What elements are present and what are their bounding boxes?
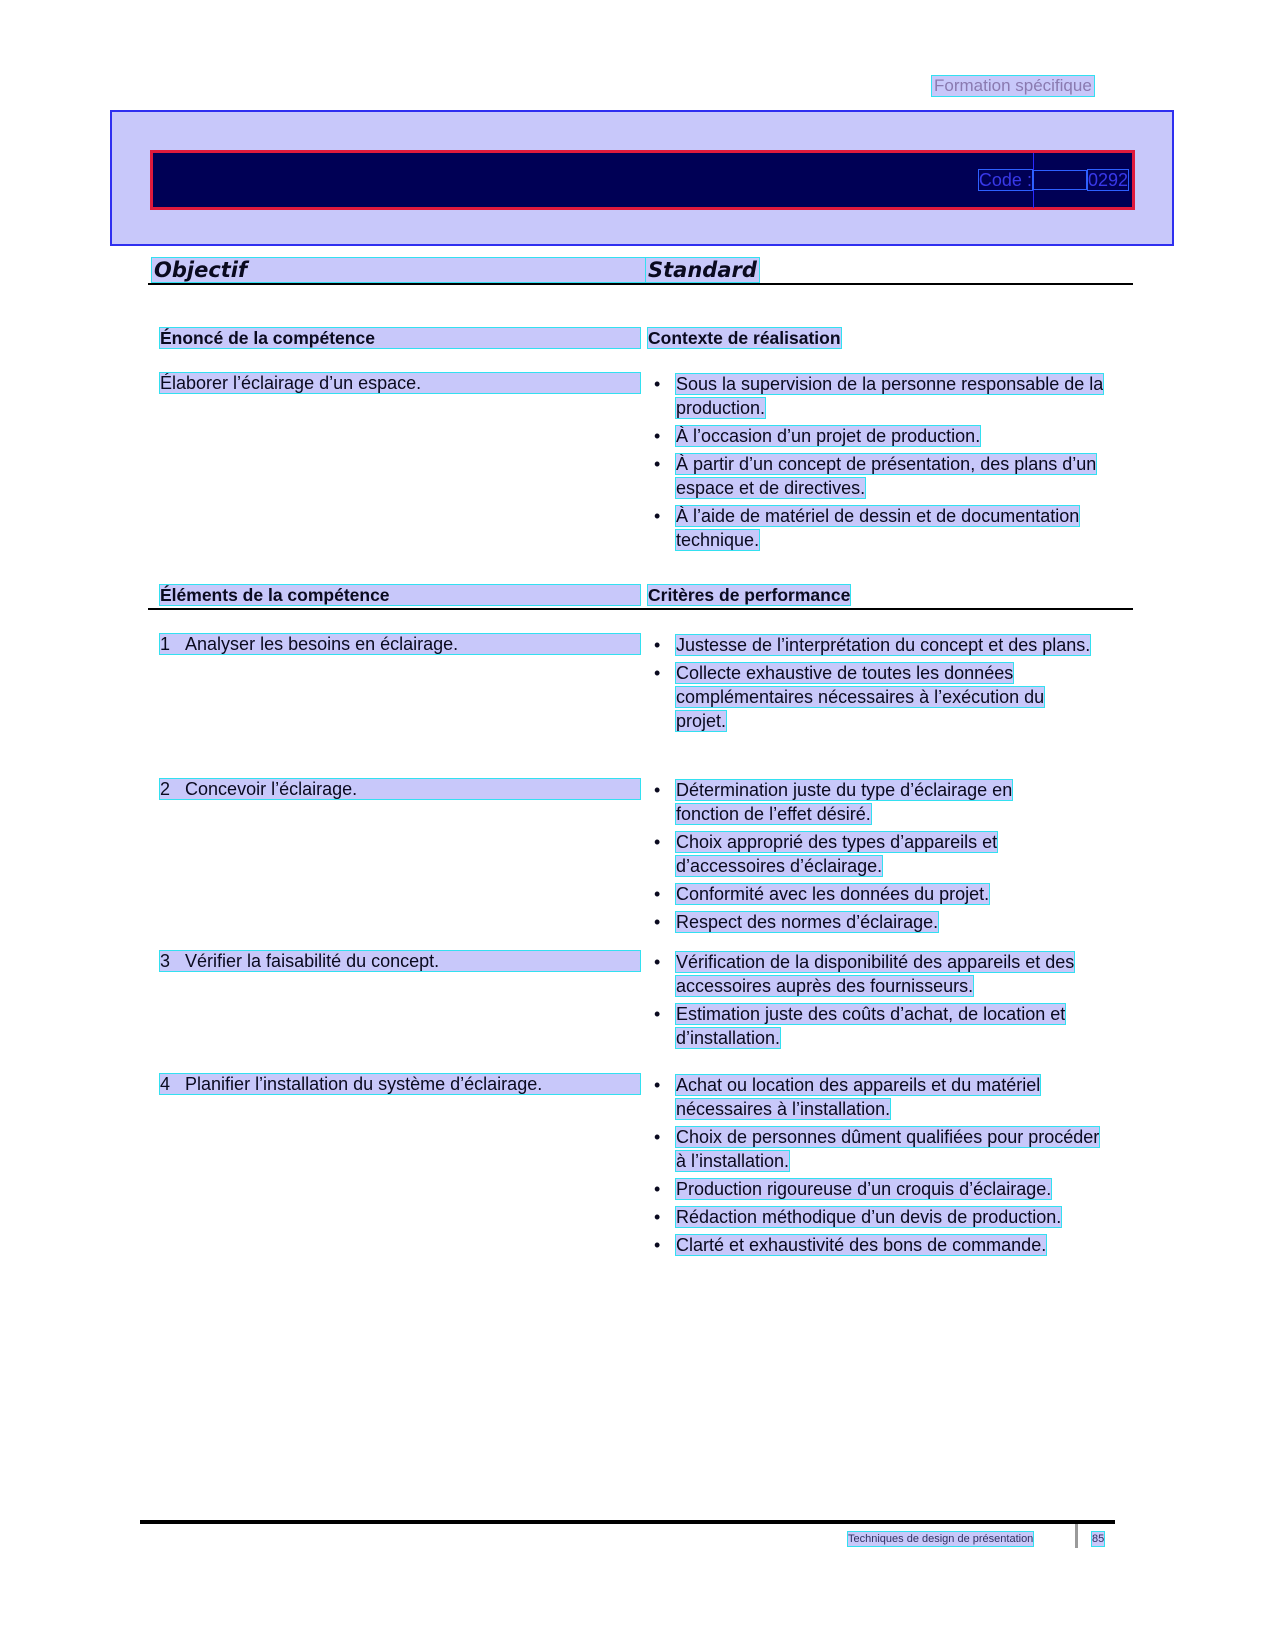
list-item: • Vérification de la disponibilité des appareils et des accessoires auprès des fournisseurs. xyxy=(654,952,1075,996)
list-item: • Sous la supervision de la personne responsable de la production. xyxy=(654,374,1104,418)
list-item: • Achat ou location des appareils et du matériel nécessaires à l’installation. xyxy=(654,1075,1041,1119)
code-bar xyxy=(150,150,1135,210)
list-item: • Justesse de l’interprétation du concept et des plans. xyxy=(654,635,1091,655)
criteria-list-2 xyxy=(654,778,1074,938)
elements-rule xyxy=(148,608,1133,610)
list-item: • Respect des normes d’éclairage. xyxy=(654,912,939,932)
criteria-list-3 xyxy=(654,950,1099,1054)
element-4: 4 Planifier l’installation du système d’éclairage. xyxy=(160,1074,640,1094)
criteres-heading: Critères de performance xyxy=(648,585,851,605)
element-3: 3 Vérifier la faisabilité du concept. xyxy=(160,951,640,971)
list-item: • À l’aide de matériel de dessin et de documentation technique. xyxy=(654,506,1080,550)
list-item: • Collecte exhaustive de toutes les données complémentaires nécessaires à l’exécution du projet. xyxy=(654,663,1045,731)
list-item: • Choix approprié des types d’appareils et d’accessoires d’éclairage. xyxy=(654,832,998,876)
formation-label: Formation spécifique xyxy=(934,76,1092,95)
footer-program: Techniques de design de présentation xyxy=(848,1533,1034,1545)
title-banner xyxy=(110,110,1174,246)
contexte-heading: Contexte de réalisation xyxy=(648,328,841,348)
contexte-list xyxy=(654,372,1114,556)
element-1: 1 Analyser les besoins en éclairage. xyxy=(160,634,640,654)
enonce-heading: Énoncé de la compétence xyxy=(160,328,640,348)
footer-rule xyxy=(140,1520,1115,1524)
header-rule xyxy=(148,283,1133,285)
objectif-heading: Objectif xyxy=(152,258,646,282)
footer-divider xyxy=(1075,1524,1078,1548)
list-item: • Choix de personnes dûment qualifiées pour procéder à l’installation. xyxy=(654,1127,1100,1171)
standard-heading: Standard xyxy=(648,258,757,282)
element-2: 2 Concevoir l’éclairage. xyxy=(160,779,640,799)
list-item: • Conformité avec les données du projet. xyxy=(654,884,990,904)
list-item: • Production rigoureuse d’un croquis d’éclairage. xyxy=(654,1179,1052,1199)
code-group xyxy=(979,169,1128,191)
code-label: Code : xyxy=(978,170,1032,190)
enonce-text: Élaborer l’éclairage d’un espace. xyxy=(160,373,640,393)
list-item: • Détermination juste du type d’éclairage en fonction de l’effet désiré. xyxy=(654,780,1013,824)
list-item: • À l’occasion d’un projet de production. xyxy=(654,426,981,446)
list-item: • Rédaction méthodique d’un devis de production. xyxy=(654,1207,1062,1227)
list-item: • Clarté et exhaustivité des bons de commande. xyxy=(654,1235,1047,1255)
criteria-list-1 xyxy=(654,633,1094,737)
list-item: • Estimation juste des coûts d’achat, de location et d’installation. xyxy=(654,1004,1066,1048)
page-number: 85 xyxy=(1092,1533,1105,1545)
elements-heading: Éléments de la compétence xyxy=(160,585,640,605)
code-spacer xyxy=(1034,171,1086,189)
criteria-list-4 xyxy=(654,1073,1114,1261)
list-item: • À partir d’un concept de présentation, des plans d’un espace et de directives. xyxy=(654,454,1097,498)
code-value: 0292 xyxy=(1087,170,1128,190)
